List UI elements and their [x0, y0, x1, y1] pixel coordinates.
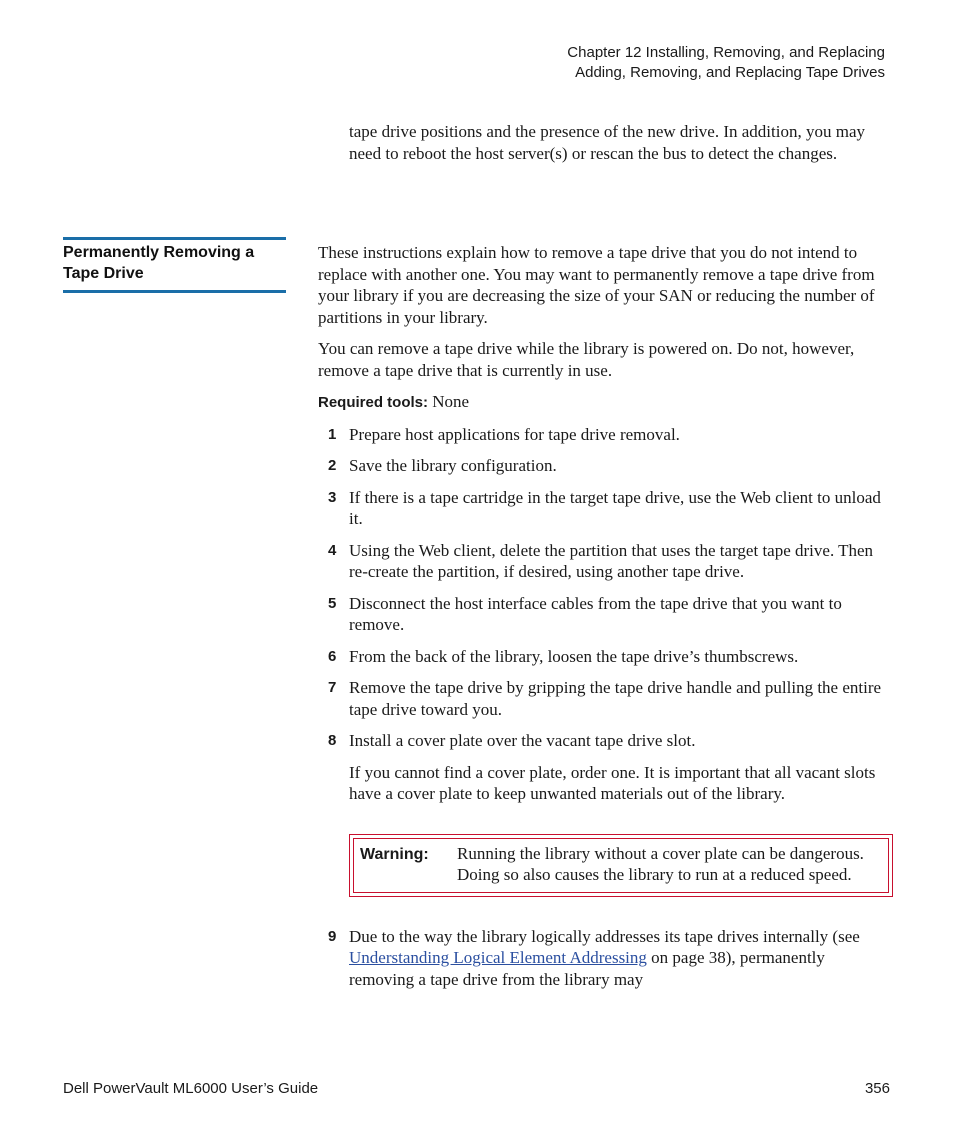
section-paragraph-2: You can remove a tape drive while the library is powered on. Do not, however, remove a tape drive that is currently in use.: [318, 339, 855, 380]
page-footer: [63, 1080, 890, 1097]
step-text: From the back of the library, loosen the tape drive’s thumbscrews.: [349, 646, 799, 666]
step-item: [318, 646, 894, 668]
step-text: Save the library configuration.: [349, 456, 557, 475]
intro-paragraph: tape drive positions and the presence of the new drive. In addition, you may need to reboot the host server(s) or rescan the bus to detect the changes.: [349, 122, 865, 163]
step-item: [318, 540, 894, 583]
step-note: If you cannot find a cover plate, order one. It is important that all vacant slots have a cover plate to keep unwanted materials out of the library.: [349, 762, 876, 803]
step-item: [318, 455, 894, 477]
step-item: [318, 593, 894, 636]
step-number: 4: [328, 541, 337, 559]
step-number: 6: [328, 647, 337, 665]
step-number: 7: [328, 679, 337, 696]
step-number: 8: [328, 732, 337, 749]
step-text-before: Due to the way the library logically addresses its tape drives internally (see: [349, 926, 860, 946]
required-tools: [318, 391, 894, 414]
step-number: 1: [328, 425, 337, 443]
step-item: [318, 424, 894, 446]
warning-box: [349, 834, 893, 897]
step-text: Disconnect the host interface cables from the tape drive that you want to remove.: [349, 593, 842, 634]
step-item: [318, 487, 894, 530]
step-text-after: on page 38), permanently removing a tape drive from the library may: [349, 948, 825, 989]
chapter-title: Chapter 12 Installing, Removing, and Replacing: [567, 44, 885, 61]
step-item: [318, 730, 894, 805]
procedure-steps: [318, 424, 894, 805]
section-paragraph-1: These instructions explain how to remove a tape drive that you do not intend to replace with another one. You may want to permanently remove a tape drive from your library if you are decreasing the size of your SAN or reducing the number of partitions in your library.: [318, 243, 875, 327]
step-text: Prepare host applications for tape drive removal.: [349, 424, 680, 444]
section-heading: Permanently Removing a Tape Drive: [63, 237, 286, 293]
step-text: If there is a tape cartridge in the target tape drive, use the Web client to unload it.: [349, 487, 881, 528]
step-number: 2: [328, 457, 337, 474]
required-tools-value: None: [428, 392, 470, 411]
required-tools-label: Required tools:: [318, 394, 429, 411]
step-number: 3: [328, 488, 337, 506]
page-number: 356: [864, 1080, 890, 1097]
step-text: Remove the tape drive by gripping the tape drive handle and pulling the entire tape drive toward you.: [349, 678, 882, 719]
running-header: [567, 43, 885, 83]
section-title: Adding, Removing, and Replacing Tape Drives: [575, 64, 885, 81]
warning-text: Running the library without a cover plate can be dangerous. Doing so also causes the library to run at a reduced speed.: [457, 843, 864, 884]
step-text: Using the Web client, delete the partition that uses the target tape drive. Then re-create the partition, if desired, using another tape drive.: [349, 540, 874, 581]
footer-title: Dell PowerVault ML6000 User’s Guide: [63, 1080, 319, 1097]
step-number: 5: [328, 594, 337, 612]
warning-inner: [353, 838, 889, 893]
step-text: Install a cover plate over the vacant tape drive slot.: [349, 731, 696, 750]
logical-addressing-link[interactable]: Understanding Logical Element Addressing: [349, 948, 647, 967]
warning-label: Warning:: [360, 845, 429, 863]
main-content: [318, 242, 894, 1000]
step-item: [318, 677, 894, 720]
step-item: [318, 926, 894, 991]
step-number: 9: [328, 927, 337, 945]
